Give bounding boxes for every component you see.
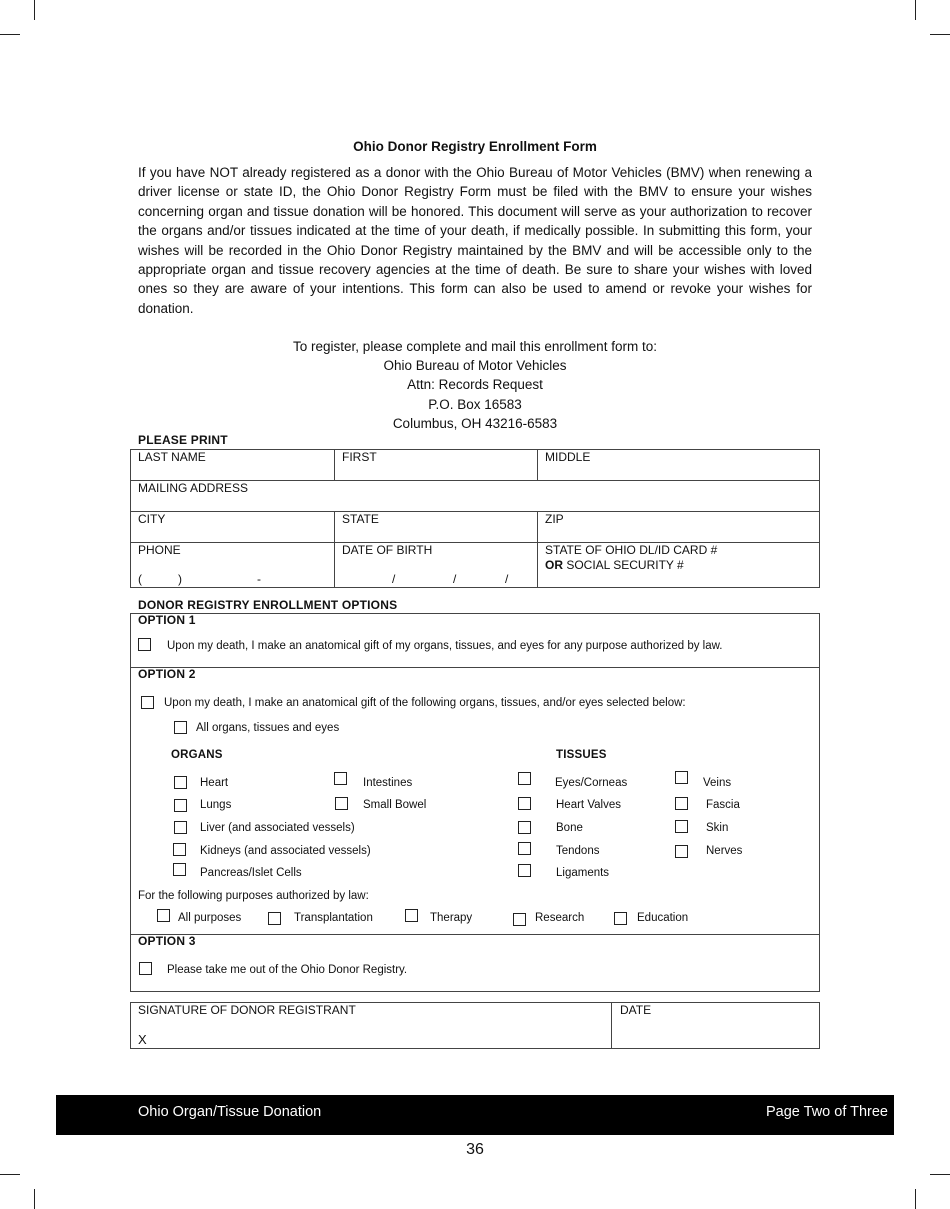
mailing-recipient: Ohio Bureau of Motor Vehicles	[383, 358, 567, 373]
tendons-label: Tendons	[556, 845, 600, 857]
education-label: Education	[637, 912, 689, 924]
divider	[130, 934, 820, 935]
page-title: Ohio Donor Registry Enrollment Form	[353, 139, 597, 154]
research-checkbox[interactable]	[513, 913, 526, 926]
dob-separator: /	[505, 572, 509, 586]
pancreas-label: Pancreas/Islet Cells	[200, 867, 302, 879]
mailing-attn: Attn: Records Request	[407, 377, 543, 392]
bone-label: Bone	[556, 822, 583, 834]
bone-checkbox[interactable]	[518, 821, 531, 834]
option2-text: Upon my death, I make an anatomical gift of the following organs, tissues, and/or eyes selected below:	[164, 697, 686, 709]
intro-paragraph: If you have NOT already registered as a donor with the Ohio Bureau of Motor Vehicles (BMV) when renewing a driver license or state ID, the Ohio Donor Registry Form must be filed with the BMV to ensure your wishes concerning organ and tissue donation will be honored. This document will serve as your authorization to recover the organs and/or tissues indicated at the time of your death, if medically possible. In submitting this form, your wishes will be recorded in the Ohio Donor Registry maintained by the BMV and will be accessible only to the appropriate organ and tissue recovery agencies at the time of death. Be sure to share your wishes with loved ones so they are aware of your intentions. This form can also be used to amend or revoke your wishes for donation.	[138, 165, 812, 316]
small-bowel-checkbox[interactable]	[335, 797, 348, 810]
education-checkbox[interactable]	[614, 912, 627, 925]
phone-field[interactable]: PHONE	[138, 543, 181, 557]
ligaments-checkbox[interactable]	[518, 864, 531, 877]
ligaments-label: Ligaments	[556, 867, 610, 879]
signature-field[interactable]: SIGNATURE OF DONOR REGISTRANT	[138, 1003, 356, 1017]
divider	[130, 667, 820, 668]
heart-label: Heart	[200, 777, 229, 789]
phone-format-close: )	[178, 572, 182, 586]
skin-checkbox[interactable]	[675, 820, 688, 833]
or-text: OR	[545, 558, 563, 572]
mailing-address-field[interactable]: MAILING ADDRESS	[138, 481, 249, 495]
crop-mark	[0, 34, 20, 35]
dl-id-field[interactable]: STATE OF OHIO DL/ID CARD #	[545, 543, 718, 557]
crop-mark	[34, 0, 35, 20]
footer-page-label: Page Two of Three	[766, 1104, 888, 1120]
all-organs-checkbox[interactable]	[174, 721, 187, 734]
date-of-birth-field[interactable]: DATE OF BIRTH	[342, 543, 433, 557]
all-purposes-label: All purposes	[178, 912, 242, 924]
footer-bar	[56, 1095, 894, 1135]
heart-valves-label: Heart Valves	[556, 799, 621, 811]
therapy-label: Therapy	[430, 912, 473, 924]
mailing-city: Columbus, OH 43216-6583	[392, 416, 558, 431]
kidneys-checkbox[interactable]	[173, 843, 186, 856]
mailing-instruction: To register, please complete and mail this enrollment form to:	[293, 339, 657, 354]
transplantation-label: Transplantation	[294, 912, 373, 924]
intestines-label: Intestines	[363, 777, 413, 789]
small-bowel-label: Small Bowel	[363, 799, 427, 811]
dob-separator: /	[453, 572, 457, 586]
divider	[130, 511, 820, 512]
organs-heading: ORGANS	[171, 749, 223, 761]
last-name-field[interactable]: LAST NAME	[138, 450, 206, 464]
liver-label: Liver (and associated vessels)	[200, 822, 355, 834]
ssn-text: SOCIAL SECURITY #	[566, 558, 684, 572]
divider	[611, 1002, 612, 1049]
purposes-text: For the following purposes authorized by law:	[138, 890, 369, 902]
veins-checkbox[interactable]	[675, 771, 688, 784]
divider	[537, 511, 538, 588]
all-organs-label: All organs, tissues and eyes	[196, 722, 340, 734]
crop-mark	[915, 1189, 916, 1209]
crop-mark	[915, 0, 916, 20]
middle-name-field[interactable]: MIDDLE	[545, 450, 591, 464]
lungs-checkbox[interactable]	[174, 799, 187, 812]
option3-text: Please take me out of the Ohio Donor Registry.	[167, 964, 408, 976]
first-name-field[interactable]: FIRST	[342, 450, 377, 464]
eyes-corneas-label: Eyes/Corneas	[555, 777, 628, 789]
page-number: 36	[466, 1141, 484, 1158]
transplantation-checkbox[interactable]	[268, 912, 281, 925]
option2-title: OPTION 2	[138, 667, 196, 681]
enrollment-options-heading: DONOR REGISTRY ENROLLMENT OPTIONS	[138, 598, 398, 612]
fascia-label: Fascia	[706, 799, 740, 811]
skin-label: Skin	[706, 822, 729, 834]
option1-title: OPTION 1	[138, 613, 196, 627]
lungs-label: Lungs	[200, 799, 232, 811]
dob-separator: /	[392, 572, 396, 586]
zip-field[interactable]: ZIP	[545, 512, 564, 526]
date-field[interactable]: DATE	[620, 1003, 652, 1017]
veins-label: Veins	[703, 777, 732, 789]
crop-mark	[930, 34, 950, 35]
divider	[334, 449, 335, 480]
city-field[interactable]: CITY	[138, 512, 166, 526]
fascia-checkbox[interactable]	[675, 797, 688, 810]
signature-x-mark: X	[138, 1032, 147, 1047]
option3-checkbox[interactable]	[139, 962, 152, 975]
crop-mark	[34, 1189, 35, 1209]
crop-mark	[0, 1174, 20, 1175]
option1-checkbox[interactable]	[138, 638, 151, 651]
phone-format-open: (	[138, 572, 142, 586]
nerves-checkbox[interactable]	[675, 845, 688, 858]
dl-or-ssn-label	[545, 558, 684, 572]
intestines-checkbox[interactable]	[334, 772, 347, 785]
personal-info-table	[130, 449, 820, 588]
crop-mark	[930, 1174, 950, 1175]
tendons-checkbox[interactable]	[518, 842, 531, 855]
option3-title: OPTION 3	[138, 934, 196, 948]
pancreas-checkbox[interactable]	[173, 863, 186, 876]
footer-title: Ohio Organ/Tissue Donation	[138, 1104, 322, 1120]
nerves-label: Nerves	[706, 845, 743, 857]
liver-checkbox[interactable]	[174, 821, 187, 834]
eyes-corneas-checkbox[interactable]	[518, 772, 531, 785]
mailing-pobox: P.O. Box 16583	[428, 397, 522, 412]
heart-checkbox[interactable]	[174, 776, 187, 789]
therapy-checkbox[interactable]	[405, 909, 418, 922]
tissues-heading: TISSUES	[556, 749, 607, 761]
research-label: Research	[535, 912, 585, 924]
option2-checkbox[interactable]	[141, 696, 154, 709]
all-purposes-checkbox[interactable]	[157, 909, 170, 922]
heart-valves-checkbox[interactable]	[518, 797, 531, 810]
divider	[537, 449, 538, 480]
please-print-heading: PLEASE PRINT	[138, 433, 228, 447]
option1-text: Upon my death, I make an anatomical gift of my organs, tissues, and eyes for any purpose authorized by law.	[167, 640, 723, 652]
state-field[interactable]: STATE	[342, 512, 379, 526]
phone-format-dash: -	[257, 572, 261, 586]
kidneys-label: Kidneys (and associated vessels)	[200, 845, 371, 857]
divider	[334, 511, 335, 588]
